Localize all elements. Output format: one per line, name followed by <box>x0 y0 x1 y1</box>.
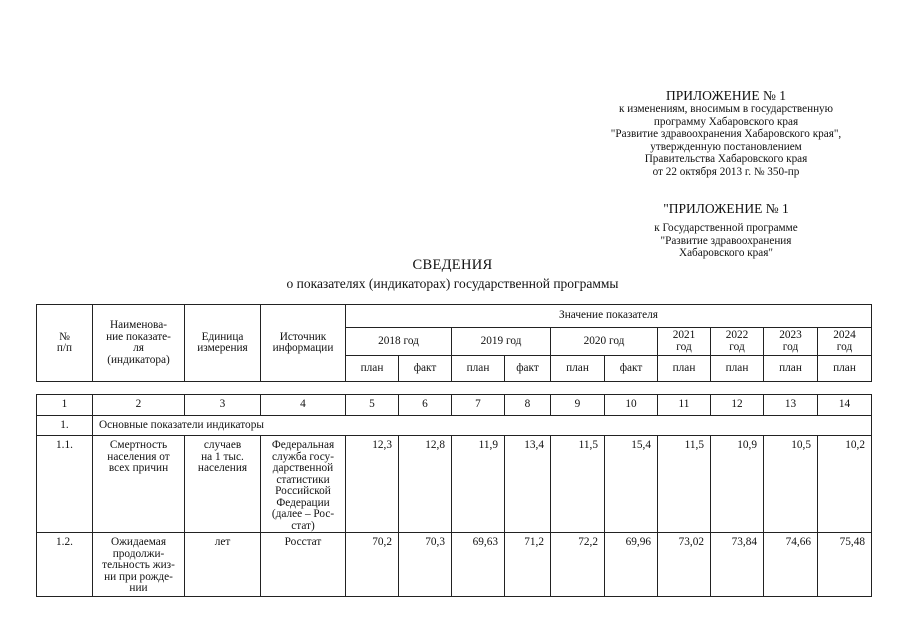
row-value: 74,66 <box>764 533 818 597</box>
header-year: 2021 год <box>658 328 711 356</box>
column-number: 10 <box>605 395 658 416</box>
column-number: 11 <box>658 395 711 416</box>
header-plan: план <box>818 356 872 382</box>
row-value: 69,63 <box>452 533 505 597</box>
row-value: 15,4 <box>605 436 658 533</box>
column-number: 13 <box>764 395 818 416</box>
appendix-program-block <box>560 201 892 260</box>
appendix-change-line: Правительства Хабаровского края <box>644 153 808 166</box>
table-row <box>37 533 872 597</box>
header-plan: план <box>658 356 711 382</box>
row-value: 71,2 <box>505 533 551 597</box>
column-number: 2 <box>93 395 185 416</box>
header-year: 2019 год <box>452 328 551 356</box>
row-value: 10,9 <box>711 436 764 533</box>
document-subtitle: о показателях (индикаторах) государственной программы <box>286 276 619 291</box>
appendix-program-line: к Государственной программе <box>654 222 798 234</box>
row-value: 70,2 <box>346 533 399 597</box>
row-value: 10,5 <box>764 436 818 533</box>
row-value: 70,3 <box>399 533 452 597</box>
header-value-group: Значение показателя <box>346 305 872 328</box>
column-number: 12 <box>711 395 764 416</box>
row-source: Росстат <box>261 533 346 597</box>
row-value: 11,9 <box>452 436 505 533</box>
row-value: 72,2 <box>551 533 605 597</box>
row-unit: случаев на 1 тыс. населения <box>185 436 261 533</box>
appendix-change-line: к изменениям, вносимым в государственную <box>618 103 834 115</box>
header-fact: факт <box>399 356 452 382</box>
header-year: 2018 год <box>346 328 452 356</box>
appendix-change-heading: ПРИЛОЖЕНИЕ № 1 <box>665 88 787 103</box>
row-value: 10,2 <box>818 436 872 533</box>
header-year: 2024 год <box>818 328 872 356</box>
header-fact: факт <box>505 356 551 382</box>
header-year: 2022 год <box>711 328 764 356</box>
header-num: № п/п <box>37 305 93 382</box>
column-number: 4 <box>261 395 346 416</box>
appendix-change-block <box>560 88 892 179</box>
appendix-change-line: утвержденную постановлением <box>650 140 802 153</box>
header-year: 2023 год <box>764 328 818 356</box>
row-value: 12,3 <box>346 436 399 533</box>
header-plan: план <box>551 356 605 382</box>
header-plan: план <box>764 356 818 382</box>
header-source: Источник информации <box>261 305 346 382</box>
row-value: 11,5 <box>551 436 605 533</box>
column-number: 9 <box>551 395 605 416</box>
appendix-change-line: программу Хабаровского края <box>653 115 799 128</box>
row-value: 13,4 <box>505 436 551 533</box>
header-spacer <box>37 382 872 395</box>
row-indicator-name: Смертность населения от всех причин <box>93 436 185 533</box>
header-fact: факт <box>605 356 658 382</box>
header-plan: план <box>711 356 764 382</box>
row-value: 73,84 <box>711 533 764 597</box>
appendix-program-line: "Развитие здравоохранения <box>660 234 792 247</box>
row-value: 75,48 <box>818 533 872 597</box>
header-indicator-name: Наименова- ние показате- ля (индикатора) <box>93 305 185 382</box>
column-number: 1 <box>37 395 93 416</box>
header-year: 2020 год <box>551 328 658 356</box>
column-number: 7 <box>452 395 505 416</box>
section-label: Основные показатели индикаторы <box>93 416 872 436</box>
section-num: 1. <box>37 416 93 436</box>
row-value: 69,96 <box>605 533 658 597</box>
row-value: 11,5 <box>658 436 711 533</box>
row-num: 1.1. <box>37 436 93 533</box>
table-row <box>37 436 872 533</box>
column-number: 5 <box>346 395 399 416</box>
appendix-change-line: "Развитие здравоохранения Хабаровского края", <box>610 128 842 141</box>
appendix-program-heading: "ПРИЛОЖЕНИЕ № 1 <box>663 201 789 216</box>
header-plan: план <box>346 356 399 382</box>
indicators-table <box>36 304 872 597</box>
row-source: Федеральная служба госу- дарственной статистики Российской Федерации (далее – Рос- стат) <box>261 436 346 533</box>
column-numbers-row <box>37 395 872 416</box>
section-row <box>37 416 872 436</box>
document-title: СВЕДЕНИЯ <box>412 257 493 273</box>
appendix-program-line: Хабаровского края" <box>679 247 773 260</box>
row-value: 12,8 <box>399 436 452 533</box>
row-value: 73,02 <box>658 533 711 597</box>
header-unit: Единица измерения <box>185 305 261 382</box>
row-num: 1.2. <box>37 533 93 597</box>
column-number: 3 <box>185 395 261 416</box>
appendix-change-line: от 22 октября 2013 г. № 350-пр <box>652 165 800 178</box>
column-number: 14 <box>818 395 872 416</box>
row-indicator-name: Ожидаемая продолжи- тельность жиз- ни при рожде- нии <box>93 533 185 597</box>
column-number: 6 <box>399 395 452 416</box>
header-plan: план <box>452 356 505 382</box>
column-number: 8 <box>505 395 551 416</box>
row-unit: лет <box>185 533 261 597</box>
